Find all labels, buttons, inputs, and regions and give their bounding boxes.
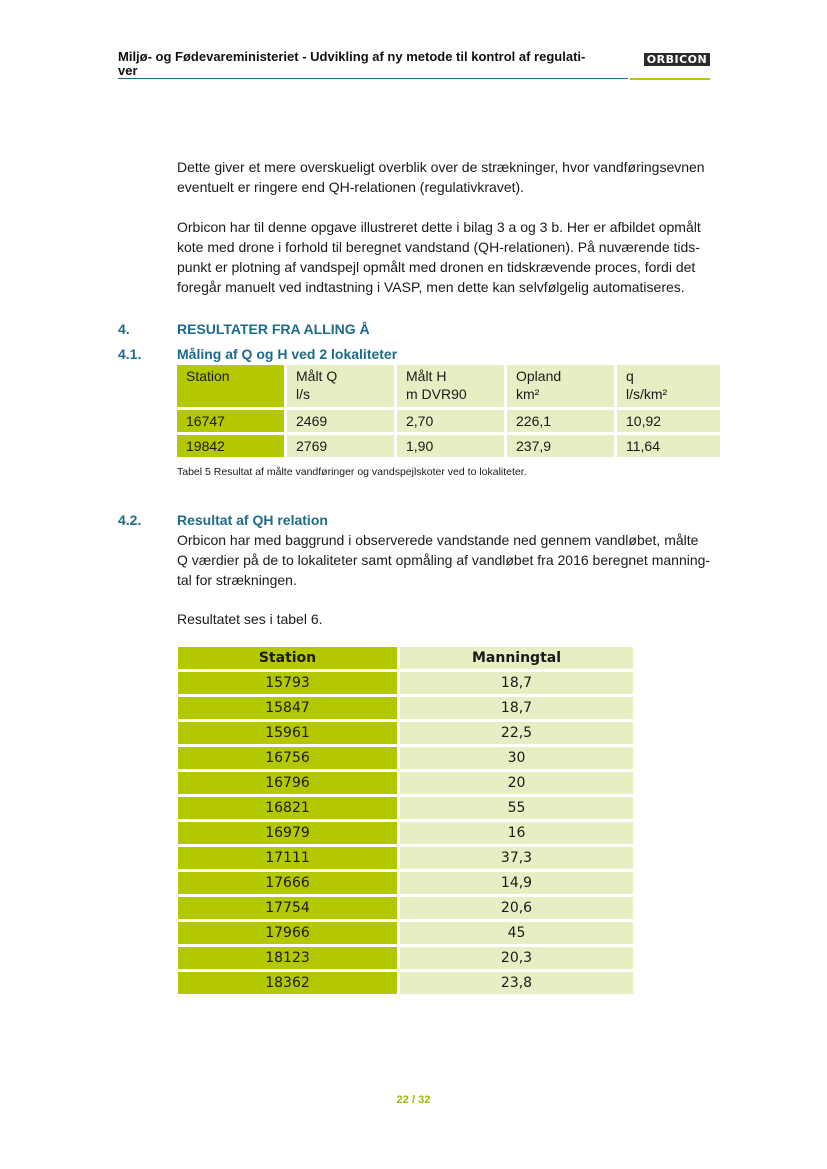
table-cell: 20,3 — [400, 947, 633, 969]
table-cell: 11,64 — [617, 435, 720, 457]
section-4-1-number: 4.1. — [118, 346, 142, 362]
table-header-cell: Manningtal — [400, 647, 633, 669]
section-4-1-title: Måling af Q og H ved 2 lokaliteter — [177, 346, 398, 362]
table-cell: 16 — [400, 822, 633, 844]
header-rule-blue — [118, 78, 628, 79]
table-header-cell: Station — [177, 365, 284, 407]
table-header-cell: Målt H m DVR90 — [397, 365, 504, 407]
table-cell: 18123 — [178, 947, 397, 969]
table-row — [177, 410, 720, 432]
table-cell: 55 — [400, 797, 633, 819]
table-row — [178, 747, 633, 769]
table-cell: 16796 — [178, 772, 397, 794]
table-cell: 15961 — [178, 722, 397, 744]
header-title — [118, 50, 623, 78]
table-cell: 18,7 — [400, 697, 633, 719]
header-rule-green — [630, 78, 710, 80]
table-cell: 15847 — [178, 697, 397, 719]
table-cell: 10,92 — [617, 410, 720, 432]
table-cell: 16756 — [178, 747, 397, 769]
table-cell: 18362 — [178, 972, 397, 994]
table-cell: 17111 — [178, 847, 397, 869]
table-cell: 1,90 — [397, 435, 504, 457]
table-cell: 16979 — [178, 822, 397, 844]
table-cell: 16821 — [178, 797, 397, 819]
table-row — [178, 847, 633, 869]
section-4-title: RESULTATER FRA ALLING Å — [177, 321, 370, 337]
table-cell: 226,1 — [507, 410, 614, 432]
table-cell: 17666 — [178, 872, 397, 894]
table-row — [178, 872, 633, 894]
table-row — [178, 697, 633, 719]
table-cell: 2469 — [287, 410, 394, 432]
table-5-caption: Tabel 5 Resultat af målte vandføringer og vandspejlskoter ved to lokaliteter. — [177, 466, 527, 478]
table-cell: 37,3 — [400, 847, 633, 869]
table-row — [178, 722, 633, 744]
table-cell: 14,9 — [400, 872, 633, 894]
table-cell: 22,5 — [400, 722, 633, 744]
table-cell: 20,6 — [400, 897, 633, 919]
section-4-2-number: 4.2. — [118, 512, 142, 528]
table-header-row — [177, 365, 720, 407]
table-cell: 16747 — [177, 410, 284, 432]
table-row — [178, 797, 633, 819]
orbicon-logo: ORBICON — [644, 53, 710, 66]
section-4-2-title: Resultat af QH relation — [177, 512, 328, 528]
table-row — [178, 897, 633, 919]
paragraph-qh-result: Orbicon har med baggrund i observerede vandstande ned gennem vandløbet, målte Q værdier på de to lokaliteter samt opmåling af vandløbet fra 2016 beregnet manning-tal for strækningen. — [177, 532, 711, 588]
table-row — [178, 822, 633, 844]
table-cell: 17754 — [178, 897, 397, 919]
table-cell: 45 — [400, 922, 633, 944]
header-title-line1: Miljø- og Fødevareministeriet - Udvikling af ny metode til kontrol af regulati- — [118, 49, 586, 64]
table-header-cell: Målt Q l/s — [287, 365, 394, 407]
table-cell: 2,70 — [397, 410, 504, 432]
table-row — [178, 672, 633, 694]
paragraph-see-table: Resultatet ses i tabel 6. — [177, 611, 323, 627]
table-cell: 30 — [400, 747, 633, 769]
paragraph-overview: Dette giver et mere overskueligt overblik over de strækninger, hvor vandføringsevnen eventuelt er ringere end QH-relationen (regulativkravet). — [177, 159, 705, 195]
table-row — [178, 972, 633, 994]
table-row — [177, 435, 720, 457]
paragraph-drone: Orbicon har til denne opgave illustreret dette i bilag 3 a og 3 b. Her er afbildet opmålt kote med drone i forhold til beregnet vandstand (QH-relationen). På nuværende tids-punkt er plotning af vandspejl opmålt med dronen en tidskrævende proces, fordi det foregår manuelt ved indtastning i VASP, men dette kan selvfølgelig automatiseres. — [177, 219, 701, 295]
table-cell: 2769 — [287, 435, 394, 457]
table-cell: 237,9 — [507, 435, 614, 457]
table-header-cell: Station — [178, 647, 397, 669]
table-row — [178, 947, 633, 969]
section-4-number: 4. — [118, 321, 130, 337]
header-title-line2: ver — [118, 63, 138, 78]
measurement-table — [174, 362, 723, 460]
table-cell: 20 — [400, 772, 633, 794]
table-row — [178, 922, 633, 944]
table-cell: 15793 — [178, 672, 397, 694]
page-number: 22 / 32 — [396, 1094, 431, 1106]
table-header-cell: q l/s/km² — [617, 365, 720, 407]
table-cell: 19842 — [177, 435, 284, 457]
table-cell: 23,8 — [400, 972, 633, 994]
table-header-cell: Opland km² — [507, 365, 614, 407]
manning-table — [175, 644, 636, 997]
table-cell: 17966 — [178, 922, 397, 944]
table-header-row — [178, 647, 633, 669]
table-row — [178, 772, 633, 794]
table-cell: 18,7 — [400, 672, 633, 694]
